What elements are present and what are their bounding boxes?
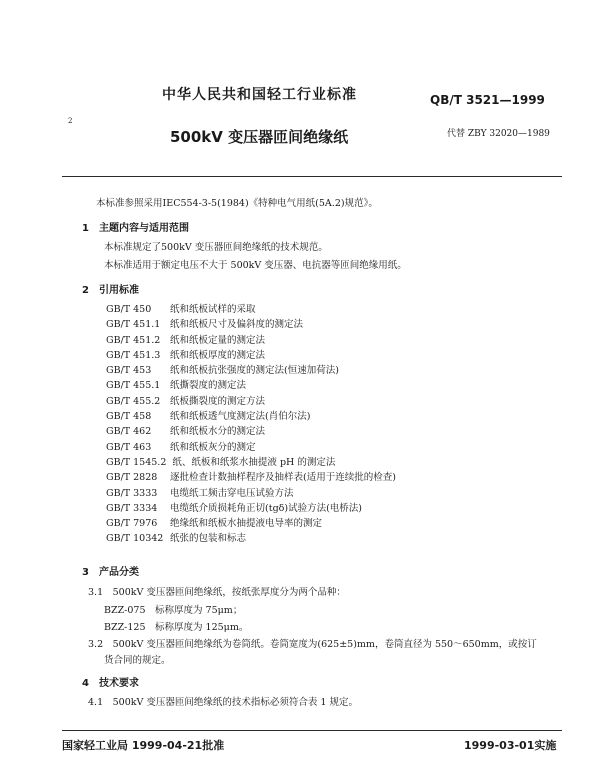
reference-item	[96, 394, 396, 409]
section-4-heading: 4 技术要求	[82, 678, 139, 689]
footer-divider	[62, 730, 562, 731]
reference-item	[96, 333, 396, 348]
section-1-paragraph: 本标准适用于额定电压不大于 500kV 变压器、电抗器等匝间绝缘用纸。	[104, 260, 407, 271]
reference-item	[96, 378, 396, 393]
intro-paragraph: 本标准参照采用IEC554-3-5(1984)《特种电气用纸(5A.2)规范》。	[96, 198, 378, 209]
reference-title: 纸和纸板抗张强度的测定法(恒速加荷法)	[170, 365, 339, 377]
section-3-heading: 3 产品分类	[82, 567, 139, 578]
approval-note: 国家轻工业局 1999-04-21批准	[62, 739, 225, 752]
document-title: 500kV 变压器匝间绝缘纸	[170, 128, 349, 146]
reference-title: 纸和纸板试样的采取	[170, 304, 256, 315]
reference-title: 电缆纸工频击穿电压试验方法	[170, 487, 294, 499]
reference-title: 电缆纸介质损耗角正切(tgδ)试验方法(电桥法)	[170, 502, 362, 514]
reference-code: GB/T 455.1	[106, 380, 161, 392]
reference-code: GB/T 1545.2	[106, 456, 167, 468]
effective-date: 1999-03-01实施	[464, 739, 557, 752]
reference-item	[96, 440, 396, 455]
standard-org-title: 中华人民共和国轻工行业标准	[162, 87, 357, 103]
reference-code: GB/T 455.2	[106, 395, 161, 407]
reference-list	[96, 302, 396, 547]
reference-title: 纸和纸板水分的测定法	[170, 426, 266, 438]
reference-title: 纸和纸板灰分的测定	[170, 441, 256, 453]
reference-item	[96, 424, 396, 439]
section-2-heading: 2 引用标准	[82, 285, 139, 296]
reference-title: 纸、纸板和纸浆水抽提液 pH 的测定法	[172, 456, 336, 468]
reference-code: GB/T 3334	[106, 502, 158, 514]
reference-item	[96, 531, 396, 546]
reference-title: 绝缘纸和纸板水抽提液电导率的测定	[170, 518, 323, 530]
reference-title: 纸板撕裂度的测定方法	[170, 395, 266, 407]
reference-item	[96, 363, 396, 378]
clause-3-2-continuation: 货合同的规定。	[104, 655, 171, 666]
reference-code: GB/T 463	[106, 441, 152, 453]
reference-item	[96, 516, 396, 531]
reference-title: 纸撕裂度的测定法	[170, 380, 247, 392]
reference-code: GB/T 462	[106, 426, 152, 438]
reference-item	[96, 486, 396, 501]
variant-bzz-125: BZZ-125 标称厚度为 125μm。	[104, 622, 249, 633]
standard-number: QB/T 3521—1999	[430, 93, 545, 107]
reference-title: 逐批检查计数抽样程序及抽样表(适用于连续批的检查)	[170, 472, 396, 484]
reference-code: GB/T 450	[106, 304, 152, 315]
page-mark: 2	[68, 117, 73, 125]
reference-title: 纸和纸板尺寸及偏斜度的测定法	[170, 319, 304, 331]
clause-3-1: 3.1 500kV 变压器匝间绝缘纸，按纸张厚度分为两个品种：	[88, 587, 346, 598]
reference-code: GB/T 451.3	[106, 349, 161, 361]
section-1-heading: 1 主题内容与适用范围	[82, 223, 189, 234]
variant-bzz-075: BZZ-075 标称厚度为 75μm；	[104, 605, 243, 616]
reference-code: GB/T 453	[106, 365, 152, 377]
reference-item	[96, 409, 396, 424]
reference-code: GB/T 7976	[106, 518, 158, 530]
clause-4-1: 4.1 500kV 变压器匝间绝缘纸的技术指标必须符合表 1 规定。	[88, 697, 358, 708]
replaces-standard: 代替 ZBY 32020—1989	[447, 129, 550, 139]
reference-item	[96, 501, 396, 516]
reference-title: 纸和纸板透气度测定法(肖伯尔法)	[170, 411, 311, 423]
reference-item	[96, 302, 396, 317]
reference-title: 纸和纸板定量的测定法	[170, 334, 266, 346]
reference-code: GB/T 2828	[106, 472, 158, 484]
reference-code: GB/T 451.1	[106, 319, 161, 331]
reference-code: GB/T 10342	[106, 533, 164, 545]
reference-title: 纸张的包装和标志	[170, 533, 247, 545]
reference-title: 纸和纸板厚度的测定法	[170, 349, 266, 361]
reference-item	[96, 317, 396, 332]
reference-item	[96, 470, 396, 485]
section-1-paragraph: 本标准规定了500kV 变压器匝间绝缘纸的技术规范。	[104, 242, 328, 253]
clause-3-2: 3.2 500kV 变压器匝间绝缘纸为卷筒纸。卷筒宽度为(625±5)mm，卷筒直径为 550～650mm，或按订	[88, 639, 537, 650]
reference-item	[96, 455, 396, 470]
reference-item	[96, 348, 396, 363]
header-divider	[62, 176, 562, 177]
reference-code: GB/T 3333	[106, 487, 158, 499]
reference-code: GB/T 458	[106, 411, 152, 423]
reference-code: GB/T 451.2	[106, 334, 161, 346]
